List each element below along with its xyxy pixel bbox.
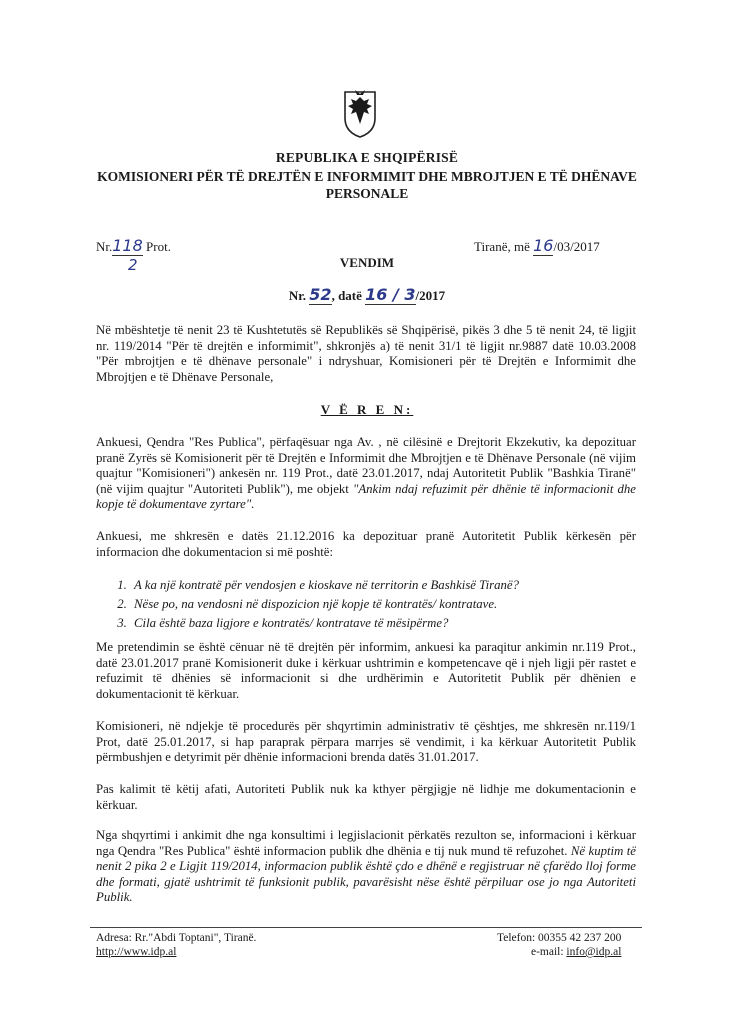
footer-email-link[interactable]: info@idp.al — [566, 946, 622, 958]
protocol-nr-prefix: Nr. — [96, 239, 113, 254]
decision-number — [0, 285, 734, 305]
place-day-handwritten: 16 — [533, 236, 554, 255]
finding-text: Nga shqyrtimi i ankimit dhe nga konsultimi i legjislacionit përkatës rezulton se, informacioni i kërkuar nga Qendra "Res Publica" është informacion publik dhe dhënia e tij nuk mund të refuzohet. — [96, 828, 636, 858]
protocol-number — [96, 236, 171, 256]
veren-heading: V Ë R E N: — [320, 402, 414, 417]
complaint-paragraph — [96, 435, 636, 513]
footer-address: Adresa: Rr."Abdi Toptani", Tiranë. — [96, 932, 257, 944]
footer-website-link[interactable]: http://www.idp.al — [96, 946, 177, 958]
deadline-paragraph: Pas kalimit të këtij afati, Autoriteti Publik nuk ka kthyer përgjigje në lidhje me dokumentacionin e kërkuar. — [96, 782, 636, 812]
intro-paragraph: Në mbështetje të nenit 23 të Kushtetutës së Republikës së Shqipërisë, pikës 3 dhe 5 të nenit 24, të ligjit nr. 119/2014 "Për të drejtën e informimit", shkronjës a) të nenit 31/1 të ligjit nr.9887 datë 10.03.2008 "Për mbrojtjen e të dhënave personale" i ndryshuar, Komisioneri për të Drejtën e Informimit dhe Mbrojtjen e të Dhënave Personale, — [96, 323, 636, 384]
protocol-prot-label: Prot. — [146, 239, 171, 254]
commissioner-heading: KOMISIONERI PËR TË DREJTËN E INFORMIMIT DHE MBROJTJEN E TË DHËNAVE PERSONALE — [97, 169, 637, 201]
list-item: 2. Nëse po, na vendosni në dispozicion një kopje të kontratës/ kontratave. — [130, 595, 650, 614]
place-date-rest: /03/2017 — [553, 239, 600, 254]
protocol-nr-handwritten: 118 — [112, 236, 143, 255]
decision-nr-prefix: Nr. — [288, 288, 307, 303]
footer-contact-block — [497, 931, 621, 959]
decision-date-label: , datë — [331, 288, 362, 303]
complaint-object: "Ankim ndaj refuzimit për dhënie të informacionit dhe kopje të dokumentave zyrtare". — [96, 481, 636, 512]
footer-address-block — [96, 931, 256, 959]
decision-date-handwritten: 16 / 3 — [365, 285, 416, 304]
footer-phone: Telefon: 00355 42 237 200 — [497, 932, 622, 944]
footer-email-label: e-mail: — [530, 946, 564, 958]
request-paragraph: Ankuesi, me shkresën e datës 21.12.2016 ka depozituar pranë Autoritetit Publik kërkesën për informacion dhe dokumentacion si më poshtë: — [96, 529, 636, 559]
appeal-paragraph: Me pretendimin se është cënuar në të drejtën për informim, ankuesi ka paraqitur ankimin nr.119 Prot., datë 23.01.2017 pranë Komisionerit duke i kërkuar ushtrimin e kompetencave që i njeh ligji për rastet e refuzimit të dhënies së informacionit si dhe urdhërimin e Autoritetit Publik për dhënien e dokumentacionit të kërkuar. — [96, 640, 636, 701]
request-questions-list — [112, 576, 650, 633]
complaint-text: Ankuesi, Qendra "Res Publica", përfaqësuar nga Av. , në cilësinë e Drejtorit Ekzekutiv, ka depozituar pranë Zyrës së Komisionerit për të Drejtën e Informimit dhe Mbrojtjen e të Dhënave Personale (në vijim quajtur "Komisioneri") ankesën nr. 119 Prot., datë 23.01.2017, ndaj Autoritetit Publik "Bashkia Tiranë" (në vijim quajtur "Autoriteti Publik"), me objekt — [96, 435, 636, 496]
footer-divider — [90, 927, 642, 928]
place-date-prefix: Tiranë, më — [474, 239, 530, 254]
list-item: 3. Cila është baza ligjore e kontratës/ kontratave të mësipërme? — [130, 614, 650, 633]
finding-law-quote: Në kuptim të nenit 2 pika 2 e Ligjit 119/2014, informacion publik është çdo e dhënë e regjistruar në çfarëdo lloj forme dhe formati, gjatë ushtrimit të funksionit publik, pavarësisht nëse është përpiluar ose jo nga Autoriteti Publik. — [96, 843, 636, 905]
place-date — [474, 236, 600, 256]
list-item: 1. A ka një kontratë për vendosjen e kioskave në territorin e Bashkisë Tiranë? — [130, 576, 650, 595]
procedure-paragraph: Komisioneri, në ndjekje të procedurës për shqyrtimin administrativ të çështjes, me shkresën nr.119/1 Prot, datë 25.01.2017, si hap paraprak përpara marrjes së vendimit, i ka kërkuar Autoritetit Publik përmbushjen e detyrimit për dhënie informacioni brenda datës 31.01.2017. — [96, 719, 636, 765]
decision-year: /2017 — [415, 288, 446, 303]
decision-nr-handwritten: 52 — [309, 285, 332, 304]
protocol-sub-handwritten: 2 — [128, 256, 138, 274]
republic-heading: REPUBLIKA E SHQIPËRISË — [275, 150, 459, 165]
coat-of-arms-emblem — [342, 88, 378, 138]
decision-title: VENDIM — [339, 255, 395, 270]
footer-email-line — [497, 945, 621, 959]
finding-paragraph — [96, 828, 636, 906]
